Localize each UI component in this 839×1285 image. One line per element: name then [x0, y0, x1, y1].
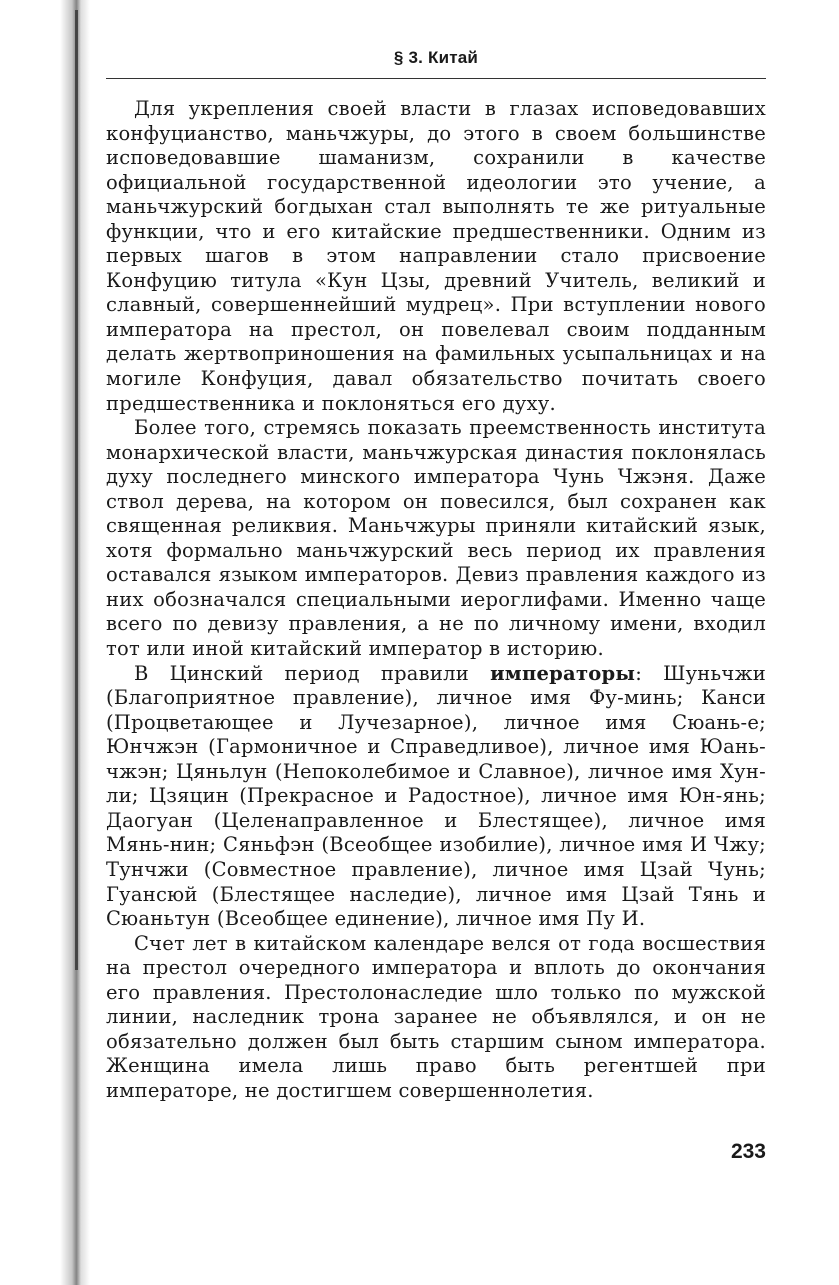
binding-edge-line	[75, 10, 78, 970]
page-number: 233	[730, 1140, 766, 1163]
body-text	[106, 97, 766, 1103]
paragraph-3-rest: : Шуньчжи (Благоприятное правление), личное имя Фу-минь; Канси (Процветающее и Лучезарное), личное имя Сюань-е; Юнчжэн (Гармоничное и Справедливое), личное имя Юань-чжэн; Цяньлун (Непоколебимое и Славное), личное имя Хун-ли; Цзяцин (Прекрасное и Радостное), личное имя Юн-янь; Даогуан (Целенаправленное и Блестящее), личное имя Мянь-нин; Сяньфэн (Всеобщее изобилие), личное имя И Чжу; Тунчжи (Совместное правление), личное имя Цзай Чунь; Гуансюй (Блестящее наследие), личное имя Цзай Тянь и Сюаньтун (Всеобщее единение), личное имя Пу И.	[106, 661, 766, 931]
paragraph-3-lead: В Цинский период правили	[134, 661, 491, 685]
header-rule	[106, 78, 766, 79]
paragraph-4: Счет лет в китайском календаре велся от года восшествия на престол очередного императора и вплоть до окончания его правления. Престолонаследие шло только по мужской линии, наследник трона заранее не объявлялся, и он не обязательно должен был быть старшим сыном императора. Женщина имела лишь право быть регентшей при императоре, не достигшем совершеннолетия.	[106, 931, 766, 1102]
paragraph-3	[106, 662, 766, 932]
paragraph-1: Для укрепления своей власти в глазах исповедовавших конфуцианство, маньчжуры, до этого в своем большинстве исповедовавшие шаманизм, сохранили в качестве официальной государственной идеологии это учение, а маньчжурский богдыхан стал выполнять те же ритуальные функции, что и его китайские предшественники. Одним из первых шагов в этом направлении стало присвоение Конфуцию титула «Кун Цзы, древний Учитель, великий и славный, совершеннейший мудрец». При вступлении нового императора на престол, он повелевал своим подданным делать жертвоприношения на фамильных усыпальницах и на могиле Конфуция, давал обязательство почитать своего предшественника и поклоняться его духу.	[106, 97, 766, 415]
running-header: § 3. Китай	[393, 48, 479, 67]
paragraph-2: Более того, стремясь показать преемственность института монархической власти, маньчжурская династия поклонялась духу последнего минского императора Чунь Чжэня. Даже ствол дерева, на котором он повесился, был сохранен как священная реликвия. Маньчжуры приняли китайский язык, хотя формально маньчжурский весь период их правления оставался языком императоров. Девиз правления каждого из них обозначался специальными иероглифами. Именно чаще всего по девизу правления, а не по личному имени, входил тот или иной китайский император в историю.	[106, 416, 766, 661]
term-emperors: императоры	[490, 661, 636, 685]
